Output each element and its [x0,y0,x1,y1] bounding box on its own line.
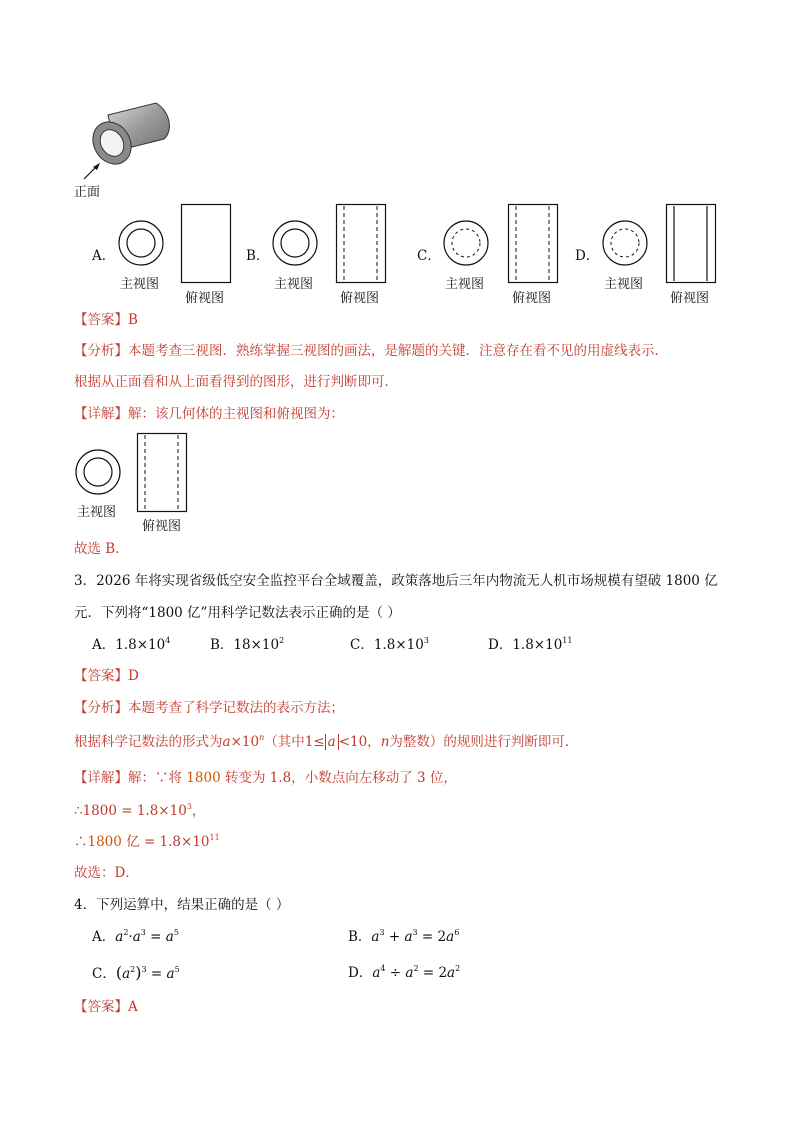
option-b-front-label: 主视图 [274,277,314,292]
analysis-text: 本题考查三视图．熟练掌握三视图的画法，是解题的关键．注意存在看不见的用虚线表示． [128,343,668,359]
option-b-top-view [336,204,388,284]
option-d-top-label: 俯视图 [670,291,710,306]
q3-detail-line-2: ∴1800 = $1.8\times 10^3$， [74,802,206,819]
q3-analysis-line-1 [74,697,344,719]
q2-detail [74,403,344,425]
option-a-front-label: 主视图 [120,277,160,292]
q3-option-a-letter: A． [92,637,116,653]
q3-line-3c: 亿 = 1.8×10 [121,834,210,850]
q3-conclusion: 故选：D． [74,865,139,881]
detail-text: 解：该几何体的主视图和俯视图为： [128,406,344,422]
q4-option-d: D．$a^4 \div a^2 = 2a^2$ [348,964,461,981]
q3-detail-line-3: ∴1800 亿 = $1.8\times 10^{11}$ [74,833,220,850]
q3-line-3a: ∴ [74,834,88,850]
q3-detail-a: 解：∵将 [128,770,187,786]
q4-option-b-letter: B． [348,929,372,945]
q2-conclusion: 故选 B． [74,541,129,557]
option-a-top-view [181,204,233,284]
answer-tag: 【答案】 [74,312,128,328]
q4-answer [74,996,138,1018]
option-b-letter: B． [246,248,270,264]
option-a-letter: A． [92,248,116,264]
option-c-top-view [508,204,560,284]
q3-line-2: ∴1800 = 1.8×10 [74,803,187,819]
q3-analysis-tag: 【分析】 [74,700,128,716]
q4-option-a: A．$a^2\cdot a^3 = a^5$ [92,928,179,945]
q3-stem-line-1: 3．2026 年将实现省级低空安全监控平台全域覆盖，政策落地后三年内物流无人机市场规模有望破 1800 亿 [74,573,718,589]
q3-detail-b: 1800 [186,770,221,786]
q3-analysis-2a: 根据科学记数法的形式为 [74,734,223,750]
q3-answer-value: D [128,668,139,684]
option-c-front-label: 主视图 [445,277,485,292]
q3-analysis-2b: （其中1≤ [264,734,325,750]
answer-value: B [128,312,138,328]
q4-answer-tag: 【答案】 [74,999,128,1015]
q3-line-3b: 1800 [87,834,122,850]
q3-option-c-letter: C． [350,637,374,653]
q3-analysis-2c: <10， [338,734,381,750]
q4-option-c-letter: C． [92,966,116,982]
option-d-letter: D． [575,248,600,264]
q4-option-c: C．$(a^2)^3 = a^5$ [92,963,180,982]
front-direction-label: 正面 [74,185,101,200]
q3-detail-tag: 【详解】 [74,770,128,786]
q3-option-b-letter: B． [210,637,234,653]
q4-answer-value: A [128,999,138,1015]
option-d-front-view [601,219,653,271]
option-b-front-view [271,219,323,271]
q3-option-a: A．$1.8\times 10^4$ [92,636,171,653]
q2-answer [74,309,138,331]
q3-answer-tag: 【答案】 [74,668,128,684]
option-b-top-label: 俯视图 [340,291,380,306]
q3-analysis-text: 本题考查了科学记数法的表示方法； [128,700,344,716]
q3-detail-line-1 [74,767,457,789]
q3-analysis-line-2: 根据科学记数法的形式为$a\times 10^n$（其中1≤ a <10，n为整数）的规则进行判断即可． [74,733,579,750]
q3-analysis-2d: 为整数）的规则进行判断即可． [389,734,579,750]
solution-front-label: 主视图 [77,505,117,520]
q3-option-c: C．$1.8\times 10^3$ [350,636,429,653]
q2-analysis-line-2: 根据从正面看和从上面看得到的图形，进行判断即可． [74,374,398,390]
q3-stem-line-2: 元．下列将“1800 亿”用科学记数法表示正确的是（ ） [74,605,401,621]
option-c-top-label: 俯视图 [512,291,552,306]
q4-option-d-letter: D． [348,965,373,981]
option-a-top-label: 俯视图 [185,291,225,306]
option-c-letter: C． [417,248,441,264]
q4-stem: 4．下列运算中，结果正确的是（ ） [74,897,290,913]
q4-option-a-letter: A． [92,929,116,945]
q2-analysis-line-1 [74,340,668,362]
solution-top-label: 俯视图 [142,519,182,534]
option-d-front-label: 主视图 [604,277,644,292]
q3-detail-c: 转变为 1.8，小数点向左移动了 3 位， [220,770,457,786]
solution-front-view [74,448,126,500]
tube-3d-figure [60,95,170,175]
q4-option-b: B．$a^3 + a^3 = 2a^6$ [348,928,460,945]
q3-option-d-letter: D． [488,637,513,653]
q3-answer [74,665,139,687]
analysis-tag: 【分析】 [74,343,128,359]
q3-option-d: D．$1.8\times 10^{11}$ [488,636,573,653]
option-d-top-view [666,204,718,284]
q3-option-b: B．$18\times 10^2$ [210,636,285,653]
detail-tag: 【详解】 [74,406,128,422]
option-a-front-view [117,219,169,271]
solution-top-view [137,433,189,513]
option-c-front-view [442,219,494,271]
